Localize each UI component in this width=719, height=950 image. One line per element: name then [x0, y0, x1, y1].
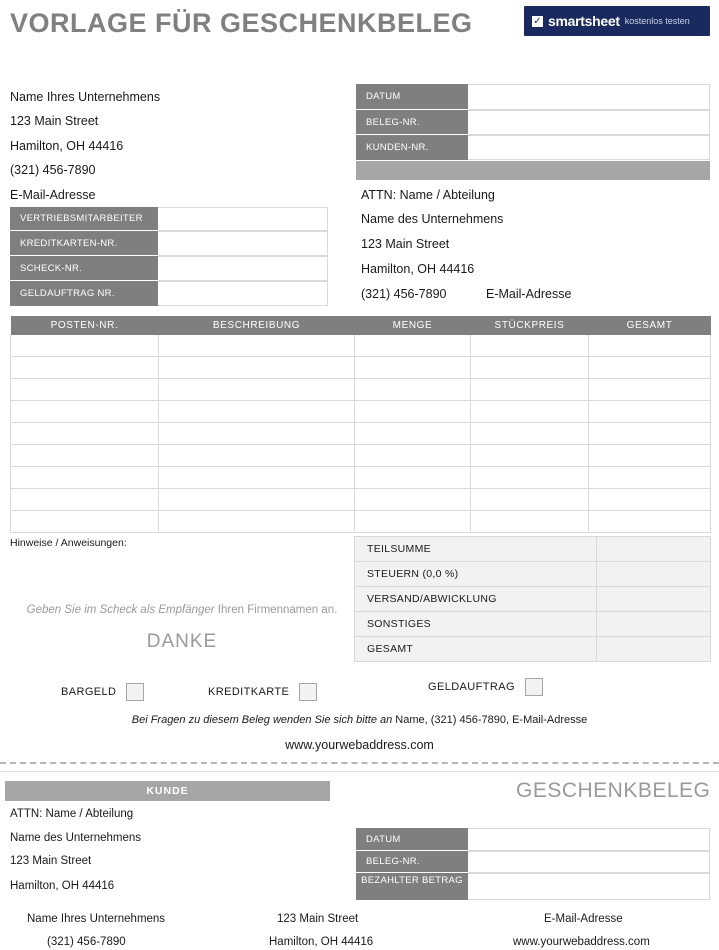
items-table-header-row — [11, 316, 711, 335]
table-row — [11, 423, 711, 445]
field-value[interactable] — [468, 828, 710, 851]
field-value[interactable] — [158, 231, 328, 256]
table-cell[interactable] — [589, 489, 711, 511]
totals-label: GESAMT — [355, 637, 597, 662]
stub-customer-line-1: ATTN: Name / Abteilung — [10, 808, 134, 820]
column-header-stueckpreis: STÜCKPREIS — [471, 316, 589, 335]
field-label: DATUM — [356, 828, 468, 851]
table-cell[interactable] — [355, 489, 471, 511]
table-cell[interactable] — [355, 335, 471, 357]
table-row — [11, 335, 711, 357]
table-cell[interactable] — [11, 489, 159, 511]
company-line-5: E-Mail-Adresse — [10, 188, 96, 202]
field-beleg-nr[interactable] — [356, 110, 710, 135]
table-cell[interactable] — [11, 467, 159, 489]
totals-label: TEILSUMME — [355, 537, 597, 562]
divider-line — [0, 771, 719, 772]
stub-footer-phone: (321) 456-7890 — [47, 936, 126, 948]
field-value[interactable] — [158, 256, 328, 281]
totals-label: SONSTIGES — [355, 612, 597, 637]
page-title: VORLAGE FÜR GESCHENKBELEG — [10, 8, 473, 38]
items-table — [10, 316, 711, 533]
table-cell[interactable] — [11, 335, 159, 357]
field-value[interactable] — [158, 281, 328, 306]
field-value[interactable] — [468, 135, 710, 160]
totals-value[interactable] — [597, 537, 711, 562]
field-kreditkarten-nr[interactable] — [10, 231, 328, 256]
table-cell[interactable] — [159, 511, 355, 533]
table-cell[interactable] — [355, 379, 471, 401]
payment-option-label: GELDAUFTRAG — [428, 681, 515, 693]
stub-customer-line-3: 123 Main Street — [10, 855, 92, 867]
company-line-2: 123 Main Street — [10, 114, 99, 128]
field-geldauftrag-nr[interactable] — [10, 281, 328, 306]
table-cell[interactable] — [471, 401, 589, 423]
totals-row — [355, 537, 711, 562]
table-cell[interactable] — [589, 357, 711, 379]
table-cell[interactable] — [471, 379, 589, 401]
ship-to-line-1: ATTN: Name / Abteilung — [361, 188, 495, 202]
field-label: VERTRIEBSMITARBEITER — [10, 207, 158, 231]
table-cell[interactable] — [159, 489, 355, 511]
stub-footer-street: 123 Main Street — [277, 913, 359, 925]
payment-option-bargeld[interactable] — [61, 683, 144, 701]
table-cell[interactable] — [589, 335, 711, 357]
payment-method-row — [0, 683, 719, 705]
table-cell[interactable] — [355, 423, 471, 445]
field-label: DATUM — [356, 84, 468, 110]
stub-customer-line-2: Name des Unternehmens — [10, 832, 142, 844]
table-cell[interactable] — [355, 511, 471, 533]
customer-section-bar: KUNDE — [5, 781, 330, 801]
table-row — [11, 379, 711, 401]
table-cell[interactable] — [471, 423, 589, 445]
stub-field-datum[interactable] — [356, 828, 710, 851]
table-cell[interactable] — [159, 401, 355, 423]
stub-footer-company: Name Ihres Unternehmens — [27, 913, 166, 925]
payment-option-label: KREDITKARTE — [208, 686, 290, 698]
payment-option-label: BARGELD — [61, 686, 117, 698]
table-cell[interactable] — [11, 511, 159, 533]
questions-note — [0, 714, 719, 726]
table-cell[interactable] — [159, 357, 355, 379]
totals-value[interactable] — [597, 562, 711, 587]
table-cell[interactable] — [11, 401, 159, 423]
table-cell[interactable] — [471, 489, 589, 511]
table-cell[interactable] — [589, 445, 711, 467]
payment-option-kreditkarte[interactable] — [208, 683, 317, 701]
stub-footer-website[interactable]: www.yourwebaddress.com — [513, 936, 650, 948]
table-row — [11, 489, 711, 511]
table-row — [11, 445, 711, 467]
field-label: BELEG-NR. — [356, 851, 468, 873]
stub-field-beleg-nr[interactable] — [356, 851, 710, 873]
stub-customer-line-4: Hamilton, OH 44416 — [10, 880, 115, 892]
totals-value[interactable] — [597, 612, 711, 637]
table-cell[interactable] — [355, 401, 471, 423]
totals-value[interactable] — [597, 587, 711, 612]
column-header-menge: MENGE — [355, 316, 471, 335]
table-cell[interactable] — [355, 467, 471, 489]
field-label: BELEG-NR. — [356, 110, 468, 135]
table-row — [11, 467, 711, 489]
field-value[interactable] — [158, 207, 328, 231]
stub-document-title: GESCHENKBELEG — [516, 779, 711, 802]
table-cell[interactable] — [11, 423, 159, 445]
table-cell[interactable] — [471, 467, 589, 489]
field-datum[interactable] — [356, 84, 710, 110]
table-cell[interactable] — [355, 357, 471, 379]
website-url[interactable]: www.yourwebaddress.com — [285, 738, 434, 752]
smartsheet-logo-banner[interactable] — [524, 6, 710, 36]
table-row — [11, 401, 711, 423]
field-label: KUNDEN-NR. — [356, 135, 468, 160]
table-cell[interactable] — [471, 445, 589, 467]
totals-row — [355, 612, 711, 637]
payment-option-geldauftrag[interactable] — [428, 678, 543, 696]
table-cell[interactable] — [589, 401, 711, 423]
column-header-gesamt: GESAMT — [589, 316, 711, 335]
field-scheck-nr[interactable] — [10, 256, 328, 281]
table-cell[interactable] — [159, 335, 355, 357]
thank-you-text: DANKE — [146, 631, 218, 652]
table-cell[interactable] — [355, 445, 471, 467]
field-label: GELDAUFTRAG NR. — [10, 281, 158, 306]
payee-instruction-italic: Geben Sie im Scheck als Empfänger — [26, 604, 215, 616]
questions-note-italic: Bei Fragen zu diesem Beleg wenden Sie sich bitte an — [131, 714, 393, 726]
notes-label: Hinweise / Anweisungen: — [10, 537, 127, 549]
totals-row — [355, 562, 711, 587]
stub-field-bezahlter-betrag[interactable] — [356, 873, 710, 900]
field-value[interactable] — [468, 873, 710, 900]
table-cell[interactable] — [471, 335, 589, 357]
checkbox-bargeld[interactable] — [126, 683, 144, 701]
table-cell[interactable] — [11, 357, 159, 379]
table-cell[interactable] — [589, 423, 711, 445]
field-label: BEZAHLTER BETRAG — [356, 873, 468, 900]
field-kunden-nr[interactable] — [356, 135, 710, 160]
ship-to-header-bar — [356, 161, 710, 180]
column-header-posten-nr: POSTEN-NR. — [11, 316, 159, 335]
totals-row — [355, 587, 711, 612]
table-cell[interactable] — [159, 379, 355, 401]
table-cell[interactable] — [589, 379, 711, 401]
table-cell[interactable] — [11, 445, 159, 467]
payee-instruction-plain: Ihren Firmennamen an. — [214, 604, 338, 616]
stub-footer-city: Hamilton, OH 44416 — [269, 936, 374, 948]
table-cell[interactable] — [471, 511, 589, 533]
ship-to-line-3: 123 Main Street — [361, 237, 450, 251]
stub-footer-email: E-Mail-Adresse — [544, 913, 623, 925]
ship-to-email: E-Mail-Adresse — [486, 287, 572, 301]
table-row — [11, 511, 711, 533]
table-cell[interactable] — [11, 379, 159, 401]
company-line-4: (321) 456-7890 — [10, 163, 96, 177]
field-value[interactable] — [468, 84, 710, 110]
table-row — [11, 357, 711, 379]
column-header-beschreibung: BESCHREIBUNG — [159, 316, 355, 335]
company-line-1: Name Ihres Unternehmens — [10, 90, 161, 104]
table-cell[interactable] — [471, 357, 589, 379]
tear-off-divider — [0, 762, 719, 764]
checkbox-kreditkarte[interactable] — [299, 683, 317, 701]
table-cell[interactable] — [159, 467, 355, 489]
checkbox-geldauftrag[interactable] — [525, 678, 543, 696]
field-value[interactable] — [468, 851, 710, 873]
totals-row — [355, 637, 711, 662]
company-line-3: Hamilton, OH 44416 — [10, 139, 124, 153]
field-label: SCHECK-NR. — [10, 256, 158, 281]
table-cell[interactable] — [159, 445, 355, 467]
totals-label: STEUERN (0,0 %) — [355, 562, 597, 587]
ship-to-phone: (321) 456-7890 — [361, 287, 447, 301]
payee-instruction — [10, 602, 354, 618]
field-label: KREDITKARTEN-NR. — [10, 231, 158, 256]
table-cell[interactable] — [159, 423, 355, 445]
totals-label: VERSAND/ABWICKLUNG — [355, 587, 597, 612]
checkbox-checked-icon: ✓ — [533, 15, 542, 27]
totals-table — [354, 536, 711, 662]
ship-to-line-4: Hamilton, OH 44416 — [361, 262, 475, 276]
totals-value[interactable] — [597, 637, 711, 662]
ship-to-line-2: Name des Unternehmens — [361, 212, 504, 226]
questions-note-plain: Name, (321) 456-7890, E-Mail-Adresse — [392, 714, 588, 726]
table-cell[interactable] — [589, 511, 711, 533]
smartsheet-tagline: kostenlos testen — [624, 16, 690, 26]
field-value[interactable] — [468, 110, 710, 135]
smartsheet-wordmark: smartsheet — [548, 13, 620, 29]
field-vertriebsmitarbeiter[interactable] — [10, 207, 328, 231]
table-cell[interactable] — [589, 467, 711, 489]
